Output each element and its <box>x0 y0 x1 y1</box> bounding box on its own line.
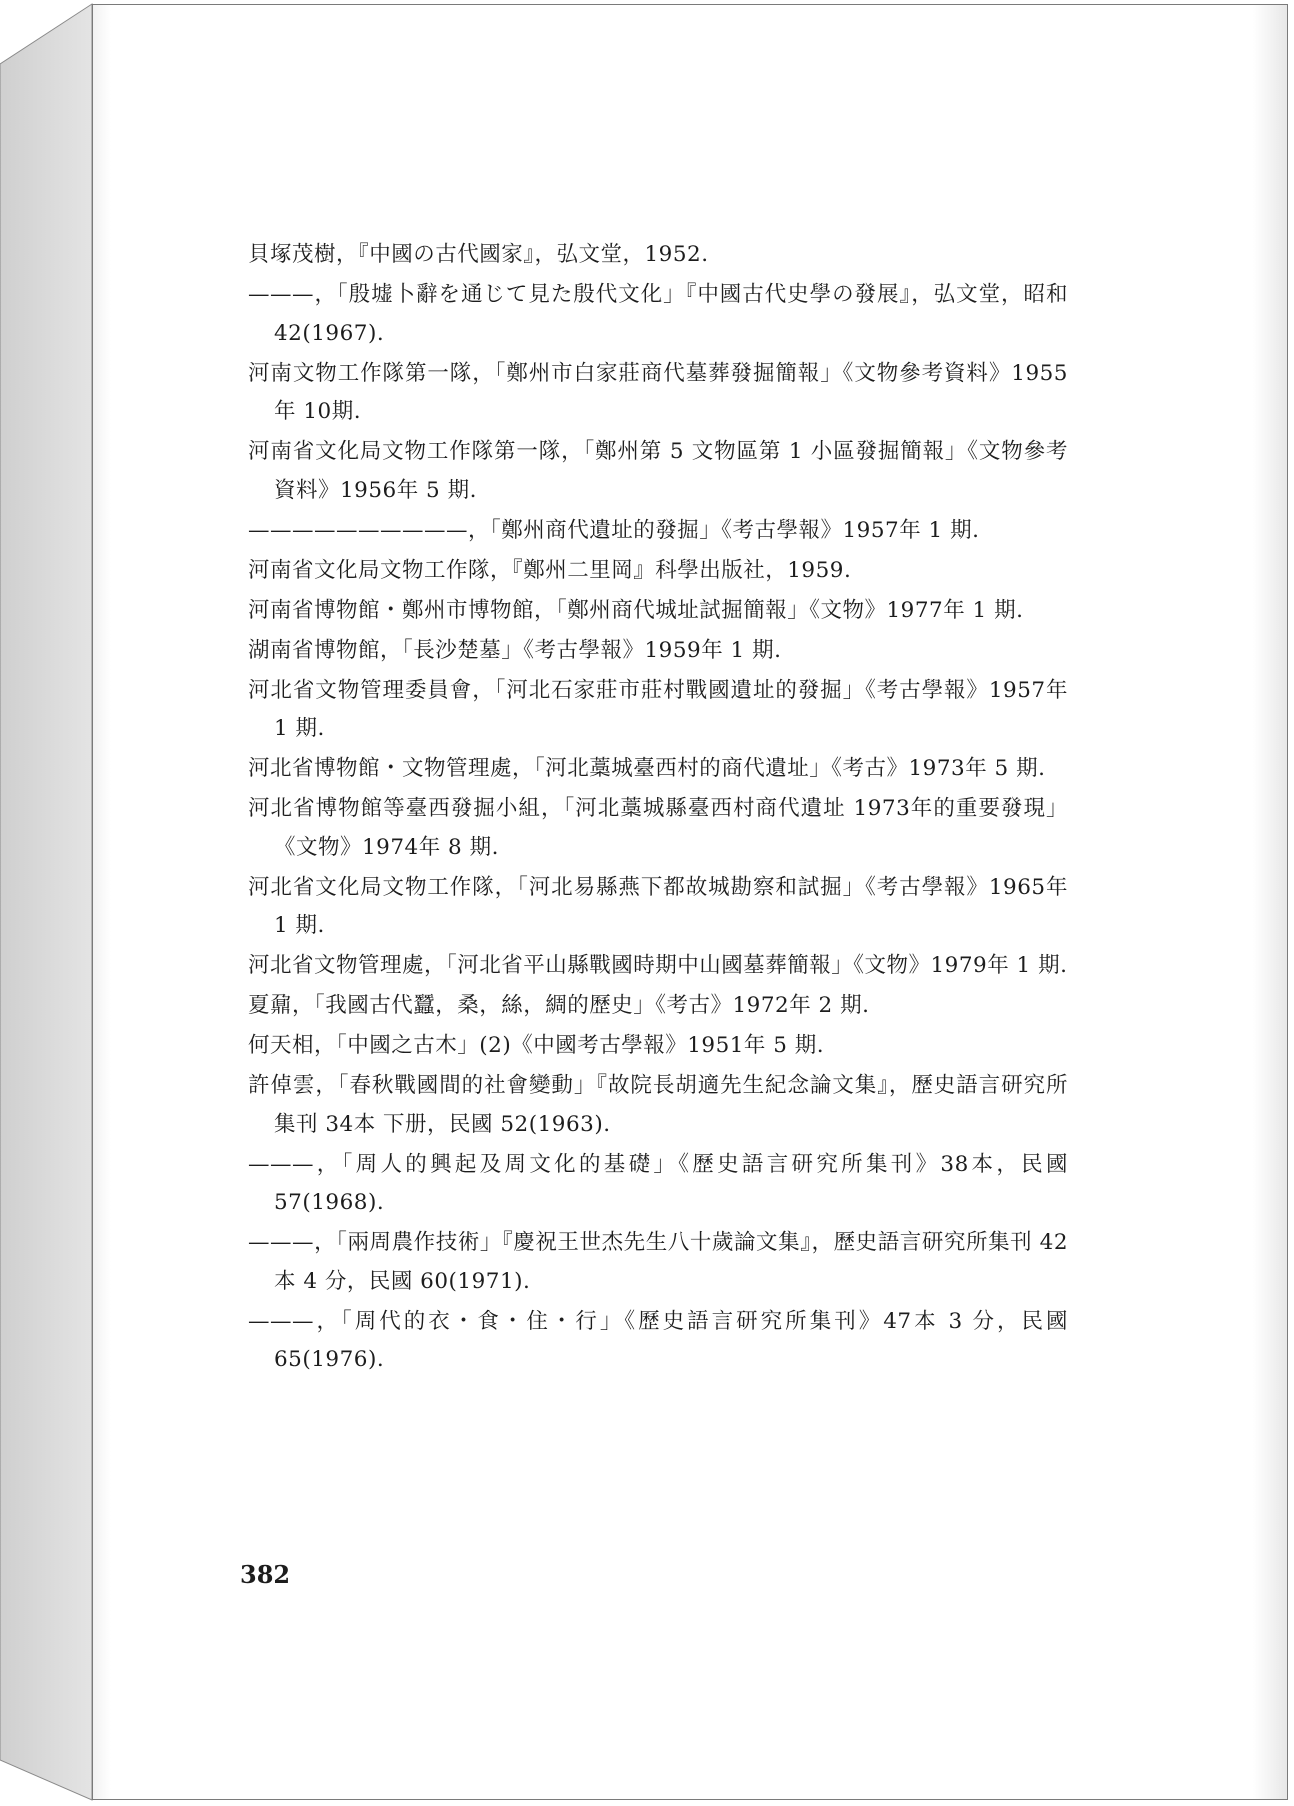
bibliography-entry: ———，「殷墟卜辭を通じて見た殷代文化」『中國古代史學の發展』，弘文堂，昭和 42(1967). <box>248 282 1068 346</box>
bibliography-entry: 河南省文化局文物工作隊第一隊，「鄭州第 5 文物區第 1 小區發掘簡報」《文物參考資料》1956年 5 期. <box>248 439 1068 503</box>
bibliography-entry: 河北省文物管理處，「河北省平山縣戰國時期中山國墓葬簡報」《文物》1979年 1 期. <box>248 953 1068 978</box>
bibliography-entry: 河南省博物館・鄭州市博物館，「鄭州商代城址試掘簡報」《文物》1977年 1 期. <box>248 597 1024 623</box>
bibliography-entry: 河北省博物館等臺西發掘小組，「河北藁城縣臺西村商代遺址 1973年的重要發現」《文物》1974年 8 期. <box>248 796 1068 860</box>
bibliography-list <box>248 236 1068 1381</box>
bibliography-entry: ———，「周人的興起及周文化的基礎」《歷史語言研究所集刊》38本，民國 57(1968). <box>248 1151 1068 1215</box>
bibliography-entry: 夏鼐，「我國古代蠶，桑，絲，綢的歷史」《考古》1972年 2 期. <box>248 993 870 1018</box>
bibliography-entry: ———，「周代的衣・食・住・行」《歷史語言研究所集刊》47本 3 分，民國 65(1976). <box>248 1308 1068 1372</box>
bibliography-entry: 何天相，「中國之古木」(2)《中國考古學報》1951年 5 期. <box>248 1033 825 1058</box>
bibliography-entry: 貝塚茂樹，『中國の古代國家』，弘文堂，1952. <box>248 242 709 267</box>
bibliography-entry: ——————————，「鄭州商代遺址的發掘」《考古學報》1957年 1 期. <box>248 517 980 543</box>
bibliography-entry: 河南省文化局文物工作隊，『鄭州二里岡』科學出版社，1959. <box>248 557 852 583</box>
bibliography-entry: 河北省博物館・文物管理處，「河北藁城臺西村的商代遺址」《考古》1973年 5 期. <box>248 756 1046 781</box>
bibliography-entry: 許倬雲，「春秋戰國間的社會變動」『故院長胡適先生紀念論文集』，歷史語言研究所集刊 34本 下册，民國 52(1963). <box>248 1073 1068 1137</box>
bibliography-entry: 河北省文物管理委員會，「河北石家莊市莊村戰國遺址的發掘」《考古學報》1957年 1 期. <box>248 677 1068 741</box>
bibliography-entry: ———，「兩周農作技術」『慶祝王世杰先生八十歲論文集』，歷史語言研究所集刊 42本 4 分，民國 60(1971). <box>248 1230 1068 1294</box>
book-spine <box>0 0 100 1806</box>
bibliography-entry: 湖南省博物館，「長沙楚墓」《考古學報》1959年 1 期. <box>248 637 782 663</box>
page-number: 382 <box>240 1560 291 1589</box>
bibliography-entry: 河北省文化局文物工作隊，「河北易縣燕下都故城勘察和試掘」《考古學報》1965年 1 期. <box>248 874 1068 938</box>
bibliography-entry: 河南文物工作隊第一隊，「鄭州市白家莊商代墓葬發掘簡報」《文物參考資料》1955年 10期. <box>248 360 1068 424</box>
